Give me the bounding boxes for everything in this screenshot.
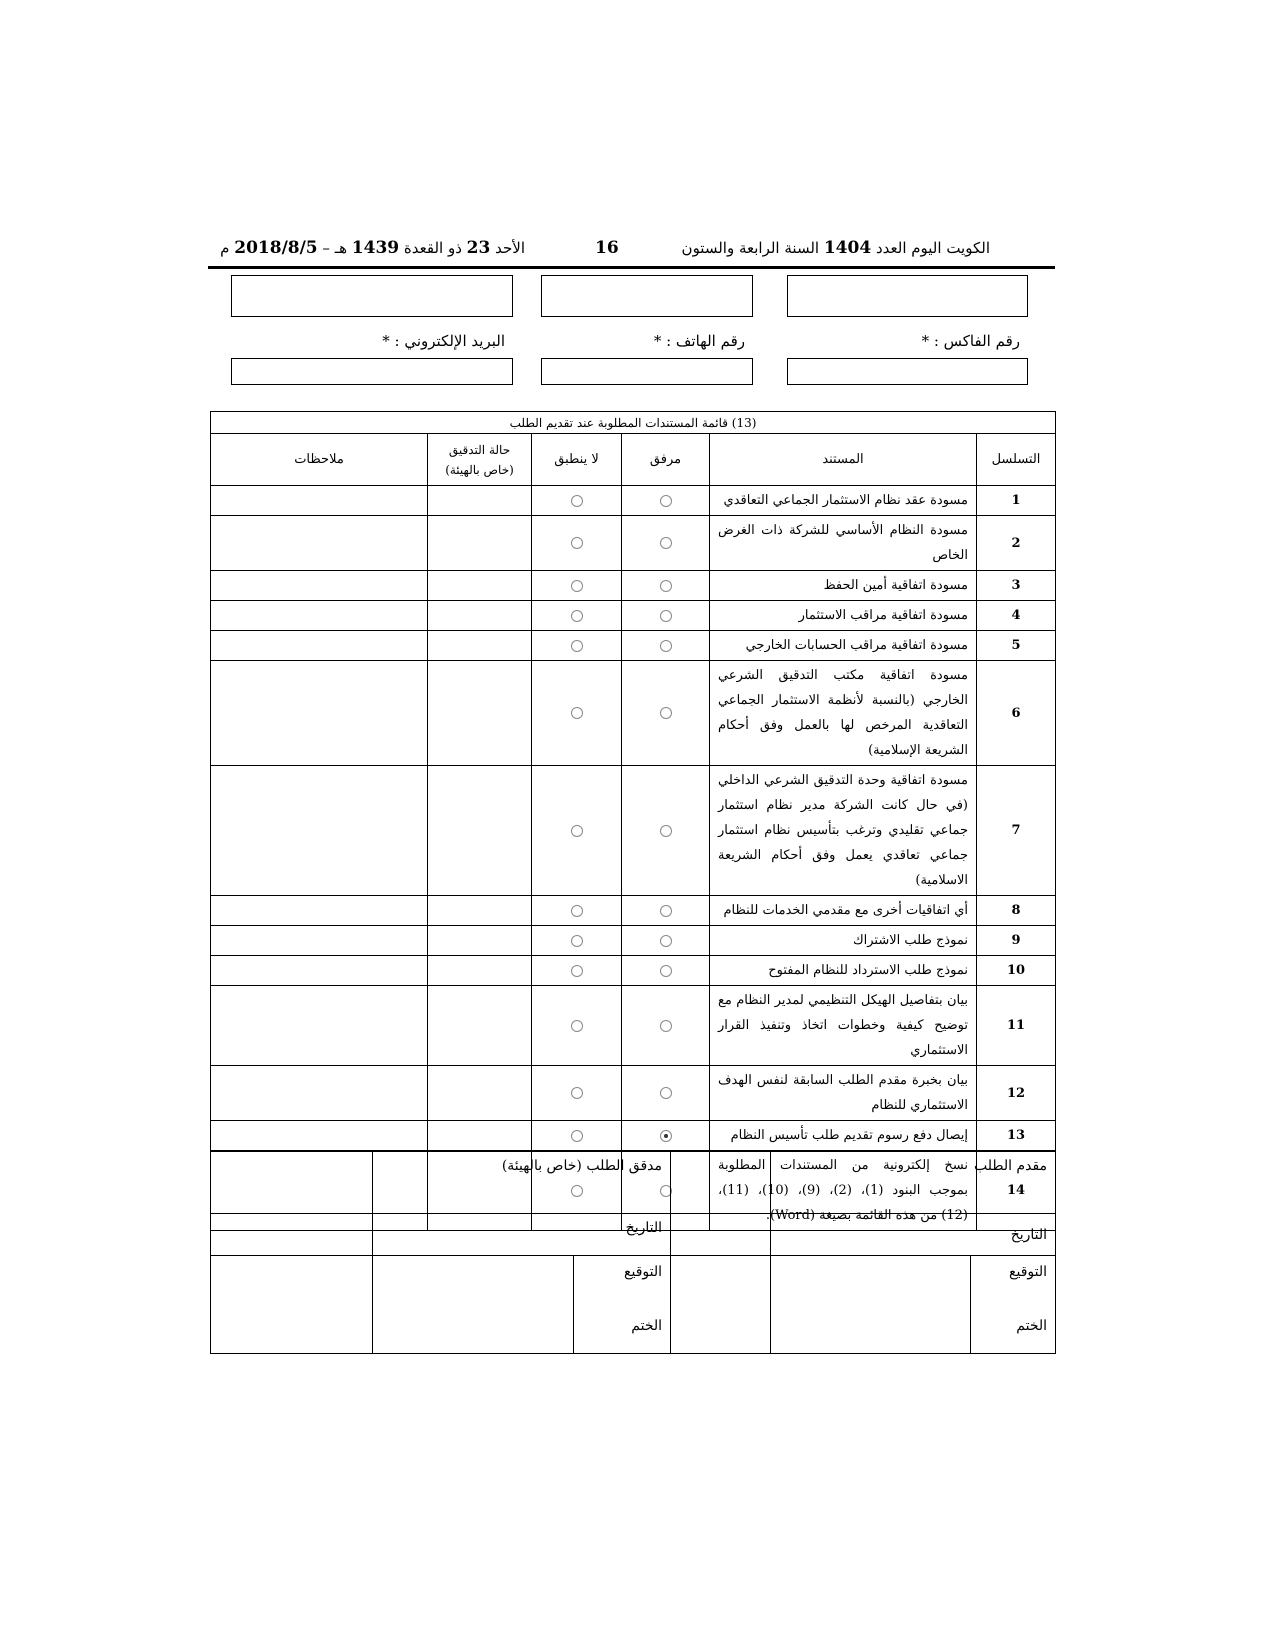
header-right	[682, 238, 990, 258]
table-row	[211, 486, 1056, 516]
day-name: الأحد	[495, 239, 525, 257]
attached-radio[interactable]	[660, 905, 672, 917]
row-audit-status[interactable]	[428, 661, 532, 766]
row-serial: 8	[977, 896, 1056, 926]
row-notes[interactable]	[211, 896, 428, 926]
hijri-month: ذو القعدة	[403, 239, 462, 257]
row-serial: 6	[977, 661, 1056, 766]
header-rule	[208, 266, 1055, 269]
header-notes: ملاحظات	[211, 434, 428, 486]
attached-radio-cell	[622, 631, 710, 661]
not-applicable-radio-cell	[532, 766, 622, 896]
not-applicable-radio[interactable]	[571, 825, 583, 837]
applicant-signature-cell[interactable]	[771, 1256, 971, 1354]
attached-radio[interactable]	[660, 640, 672, 652]
row-audit-status[interactable]	[428, 896, 532, 926]
table-row	[211, 516, 1056, 571]
row-audit-status[interactable]	[428, 986, 532, 1066]
phone-field[interactable]	[541, 358, 753, 385]
attached-radio[interactable]	[660, 707, 672, 719]
applicant-label: مقدم الطلب	[771, 1152, 1056, 1214]
row-audit-status[interactable]	[428, 516, 532, 571]
not-applicable-radio[interactable]	[571, 610, 583, 622]
table-row	[211, 1066, 1056, 1121]
attached-radio-cell	[622, 601, 710, 631]
row-notes[interactable]	[211, 571, 428, 601]
not-applicable-radio[interactable]	[571, 580, 583, 592]
attached-radio[interactable]	[660, 1087, 672, 1099]
not-applicable-radio[interactable]	[571, 1020, 583, 1032]
row-notes[interactable]	[211, 516, 428, 571]
phone-label: رقم الهاتف : *	[653, 332, 745, 350]
attached-radio[interactable]	[660, 935, 672, 947]
row-serial: 10	[977, 956, 1056, 986]
not-applicable-radio-cell	[532, 516, 622, 571]
hijri-year: 1439	[351, 238, 400, 258]
row-notes[interactable]	[211, 661, 428, 766]
row-serial: 14	[977, 1151, 1056, 1231]
attached-radio-cell	[622, 986, 710, 1066]
reviewer-extra-cell[interactable]	[211, 1256, 373, 1354]
reviewer-stamp-label: الختم	[631, 1318, 663, 1334]
field-box-top-right[interactable]	[787, 275, 1028, 317]
attached-radio[interactable]	[660, 495, 672, 507]
attached-radio-cell	[622, 661, 710, 766]
attached-radio[interactable]	[660, 1130, 672, 1142]
attached-radio-cell	[622, 926, 710, 956]
attached-radio[interactable]	[660, 825, 672, 837]
documents-table	[210, 411, 1056, 1231]
not-applicable-radio[interactable]	[571, 965, 583, 977]
gregorian-date: 2018/8/5	[234, 238, 318, 258]
applicant-signature-label: التوقيع	[1009, 1264, 1048, 1280]
row-serial: 12	[977, 1066, 1056, 1121]
row-document: مسودة اتفاقية مراقب الحسابات الخارجي	[710, 631, 977, 661]
applicant-name-cell[interactable]	[671, 1152, 771, 1214]
email-label: البريد الإلكتروني : *	[382, 332, 505, 350]
attached-radio-cell	[622, 1066, 710, 1121]
header-serial: التسلسل	[977, 434, 1056, 486]
attached-radio-cell	[622, 956, 710, 986]
page-number: 16	[595, 238, 619, 258]
header-document: المستند	[710, 434, 977, 486]
row-audit-status[interactable]	[428, 926, 532, 956]
table-row	[211, 601, 1056, 631]
row-notes[interactable]	[211, 1121, 428, 1151]
row-notes[interactable]	[211, 986, 428, 1066]
table-row	[211, 1121, 1056, 1151]
table-row	[211, 986, 1056, 1066]
applicant-date-label: التاريخ	[771, 1214, 1056, 1256]
row-document: مسودة اتفاقية مكتب التدقيق الشرعي الخارجي (بالنسبة لأنظمة الاستثمار الجماعي التعاقدية المرخص لها بالعمل وفق أحكام الشريعة الإسلامية)	[710, 661, 977, 766]
gazette-name: الكويت اليوم العدد	[875, 239, 990, 257]
hijri-day: 23	[466, 238, 491, 258]
row-serial: 2	[977, 516, 1056, 571]
year-text: السنة الرابعة والستون	[681, 239, 820, 257]
row-audit-status[interactable]	[428, 486, 532, 516]
row-audit-status[interactable]	[428, 601, 532, 631]
not-applicable-radio[interactable]	[571, 707, 583, 719]
row-document: إيصال دفع رسوم تقديم طلب تأسيس النظام	[710, 1121, 977, 1151]
table-row	[211, 956, 1056, 986]
applicant-stamp-label: الختم	[1016, 1318, 1048, 1334]
not-applicable-radio-cell	[532, 601, 622, 631]
attached-radio[interactable]	[660, 580, 672, 592]
row-document: مسودة اتفاقية مراقب الاستثمار	[710, 601, 977, 631]
attached-radio-cell	[622, 896, 710, 926]
attached-radio-cell	[622, 571, 710, 601]
hijri-suffix: هـ –	[322, 239, 347, 257]
not-applicable-radio-cell	[532, 956, 622, 986]
attached-radio-cell	[622, 1121, 710, 1151]
attached-radio-cell	[622, 486, 710, 516]
table-row	[211, 661, 1056, 766]
row-notes[interactable]	[211, 631, 428, 661]
row-audit-status[interactable]	[428, 631, 532, 661]
applicant-signature-stamp-labels	[971, 1256, 1056, 1354]
not-applicable-radio[interactable]	[571, 495, 583, 507]
not-applicable-radio-cell	[532, 926, 622, 956]
row-audit-status[interactable]	[428, 1066, 532, 1121]
reviewer-date-label: التاريخ	[373, 1214, 671, 1256]
fax-label: رقم الفاكس : *	[921, 332, 1020, 350]
row-audit-status[interactable]	[428, 956, 532, 986]
row-serial: 5	[977, 631, 1056, 661]
attached-radio[interactable]	[660, 965, 672, 977]
row-serial: 1	[977, 486, 1056, 516]
reviewer-signature-label: التوقيع	[624, 1264, 663, 1280]
not-applicable-radio[interactable]	[571, 935, 583, 947]
header-attached: مرفق	[622, 434, 710, 486]
not-applicable-radio[interactable]	[571, 1130, 583, 1142]
not-applicable-radio[interactable]	[571, 905, 583, 917]
not-applicable-radio-cell	[532, 631, 622, 661]
row-notes[interactable]	[211, 956, 428, 986]
not-applicable-radio[interactable]	[571, 1087, 583, 1099]
attached-radio-cell	[622, 766, 710, 896]
attached-radio[interactable]	[660, 1020, 672, 1032]
table-row	[211, 896, 1056, 926]
row-audit-status[interactable]	[428, 1121, 532, 1151]
signature-table	[210, 1151, 1056, 1354]
not-applicable-radio-cell	[532, 1066, 622, 1121]
fax-field[interactable]	[787, 358, 1028, 385]
header-not-applicable: لا ينطبق	[532, 434, 622, 486]
row-document: بيان بتفاصيل الهيكل التنظيمي لمدير النظام مع توضيح كيفية وخطوات اتخاذ وتنفيذ القرار الاستثماري	[710, 986, 977, 1066]
row-document: نموذج طلب الاشتراك	[710, 926, 977, 956]
row-notes[interactable]	[211, 486, 428, 516]
row-serial: 11	[977, 986, 1056, 1066]
row-document: مسودة النظام الأساسي للشركة ذات الغرض الخاص	[710, 516, 977, 571]
not-applicable-radio[interactable]	[571, 640, 583, 652]
table-row	[211, 571, 1056, 601]
table-title: (13) قائمة المستندات المطلوبة عند تقديم الطلب	[211, 412, 1056, 434]
row-document: نموذج طلب الاسترداد للنظام المفتوح	[710, 956, 977, 986]
row-notes[interactable]	[211, 766, 428, 896]
field-box-top-middle[interactable]	[541, 275, 753, 317]
not-applicable-radio-cell	[532, 486, 622, 516]
row-serial: 7	[977, 766, 1056, 896]
reviewer-signature-cell[interactable]	[373, 1256, 574, 1354]
reviewer-date-cell[interactable]	[211, 1214, 373, 1256]
row-audit-status[interactable]	[428, 571, 532, 601]
applicant-extra-cell[interactable]	[671, 1256, 771, 1354]
row-document: مسودة اتفاقية وحدة التدقيق الشرعي الداخلي (في حال كانت الشركة مدير نظام استثمار جماعي تقليدي وترغب بتأسيس نظام استثمار جماعي تعاقدي يعمل وفق أحكام الشريعة الاسلامية)	[710, 766, 977, 896]
reviewer-label: مدقق الطلب (خاص بالهيئة)	[373, 1152, 671, 1214]
header-audit-status: حالة التدقيق (خاص بالهيئة)	[428, 434, 532, 486]
table-row	[211, 766, 1056, 896]
reviewer-name-cell[interactable]	[211, 1152, 373, 1214]
attached-radio-cell	[622, 516, 710, 571]
row-serial: 4	[977, 601, 1056, 631]
row-document: نسخ إلكترونية من المستندات المطلوبة بموجب البنود (1)، (2)، (9)، (10)، (11)، (12) من هذه القائمة بصيغة (Word).	[710, 1151, 977, 1231]
field-box-top-left[interactable]	[231, 275, 513, 317]
not-applicable-radio-cell	[532, 571, 622, 601]
email-field[interactable]	[231, 358, 513, 385]
row-audit-status[interactable]	[428, 766, 532, 896]
row-serial: 3	[977, 571, 1056, 601]
reviewer-signature-stamp-labels	[574, 1256, 671, 1354]
header-date	[220, 238, 525, 258]
row-notes[interactable]	[211, 601, 428, 631]
attached-radio[interactable]	[660, 537, 672, 549]
row-document: مسودة عقد نظام الاستثمار الجماعي التعاقدي	[710, 486, 977, 516]
row-notes[interactable]	[211, 1066, 428, 1121]
not-applicable-radio[interactable]	[571, 537, 583, 549]
not-applicable-radio-cell	[532, 661, 622, 766]
table-row	[211, 631, 1056, 661]
row-document: أي اتفاقيات أخرى مع مقدمي الخدمات للنظام	[710, 896, 977, 926]
row-serial: 13	[977, 1121, 1056, 1151]
not-applicable-radio-cell	[532, 986, 622, 1066]
issue-number: 1404	[823, 238, 872, 258]
attached-radio[interactable]	[660, 610, 672, 622]
not-applicable-radio-cell	[532, 896, 622, 926]
row-document: بيان بخبرة مقدم الطلب السابقة لنفس الهدف الاستثماري للنظام	[710, 1066, 977, 1121]
table-row	[211, 926, 1056, 956]
row-document: مسودة اتفاقية أمين الحفظ	[710, 571, 977, 601]
row-notes[interactable]	[211, 926, 428, 956]
gregorian-suffix: م	[220, 239, 230, 257]
row-serial: 9	[977, 926, 1056, 956]
applicant-date-cell[interactable]	[671, 1214, 771, 1256]
not-applicable-radio-cell	[532, 1121, 622, 1151]
